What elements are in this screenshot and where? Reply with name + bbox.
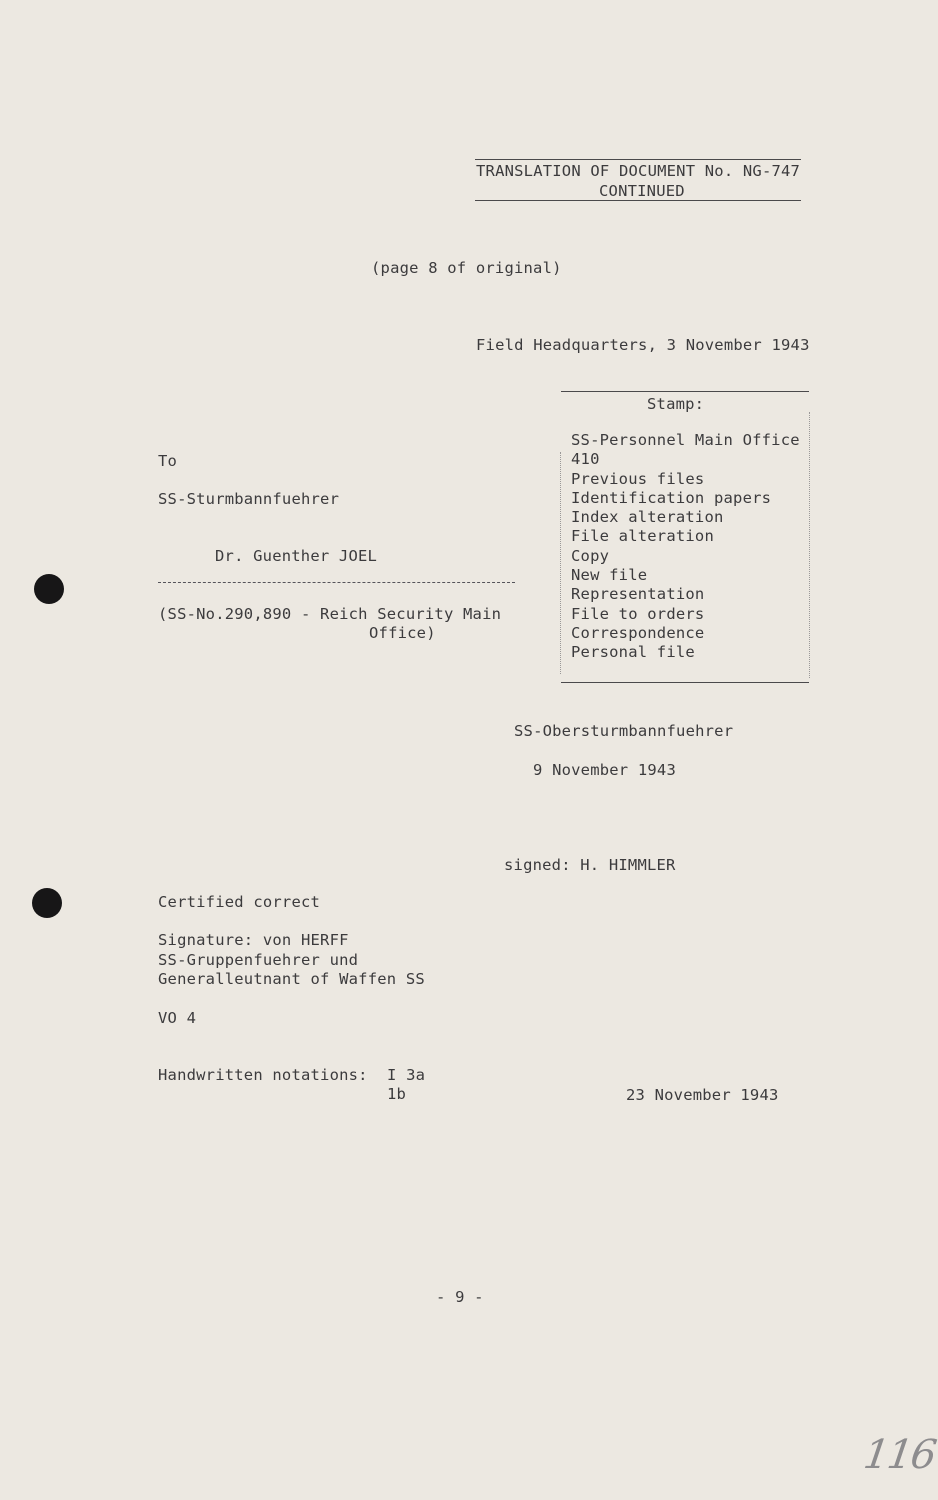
signed-line: signed: H. HIMMLER <box>504 856 676 874</box>
stamp-line: Personal file <box>571 643 695 662</box>
reply-rank: SS-Obersturmbannfuehrer <box>514 722 734 740</box>
handwritten-note-2: 1b <box>387 1085 407 1103</box>
stamp-line: 410 <box>571 450 600 469</box>
stamp-left-edge <box>560 452 561 674</box>
page-number: - 9 - <box>436 1288 484 1306</box>
stamp-line: Copy <box>571 546 610 565</box>
stamp-line: Correspondence <box>571 623 705 642</box>
stamp-line: SS-Personnel Main Office <box>571 431 800 449</box>
document-title: TRANSLATION OF DOCUMENT No. NG-747 <box>476 162 801 180</box>
place-date: Field Headquarters, 3 November 1943 <box>476 336 810 354</box>
stamp-line: Identification papers <box>571 488 772 507</box>
punch-hole-bottom <box>32 888 62 918</box>
address-ss-number: (SS-No.290,890 - Reich Security Main <box>158 605 502 623</box>
stamp-lines <box>571 431 800 663</box>
certified-title-2: Generalleutnant of Waffen SS <box>158 970 425 988</box>
address-divider <box>158 582 515 583</box>
stamp-line: Representation <box>571 585 705 604</box>
address-name: Dr. Guenther JOEL <box>215 547 378 565</box>
stamp-line: File to orders <box>571 604 705 623</box>
certified-signature: Signature: von HERFF <box>158 931 349 949</box>
page-reference: (page 8 of original) <box>371 259 562 277</box>
archive-number: 116 <box>860 1432 938 1478</box>
address-rank: SS-Sturmbannfuehrer <box>158 490 340 508</box>
certified-label: Certified correct <box>158 893 321 911</box>
stamp-line: Previous files <box>571 469 705 488</box>
header-top-rule <box>475 159 801 160</box>
stamp-right-edge <box>809 412 810 678</box>
stamp-line: File alteration <box>571 527 714 546</box>
punch-hole-top <box>34 574 64 604</box>
document-subtitle: CONTINUED <box>599 182 685 200</box>
certified-ref: VO 4 <box>158 1009 197 1027</box>
stamp-line: New file <box>571 566 648 585</box>
header-bottom-rule <box>475 200 801 201</box>
reply-date: 9 November 1943 <box>533 761 676 779</box>
certified-title-1: SS-Gruppenfuehrer und <box>158 951 359 969</box>
handwritten-label: Handwritten notations: <box>158 1066 368 1084</box>
stamp-label: Stamp: <box>647 395 705 413</box>
handwritten-note-1: I 3a <box>387 1066 426 1084</box>
handwritten-date: 23 November 1943 <box>626 1086 779 1104</box>
address-office: Office) <box>369 624 436 642</box>
address-to: To <box>158 452 178 470</box>
stamp-line: Index alteration <box>571 508 724 527</box>
